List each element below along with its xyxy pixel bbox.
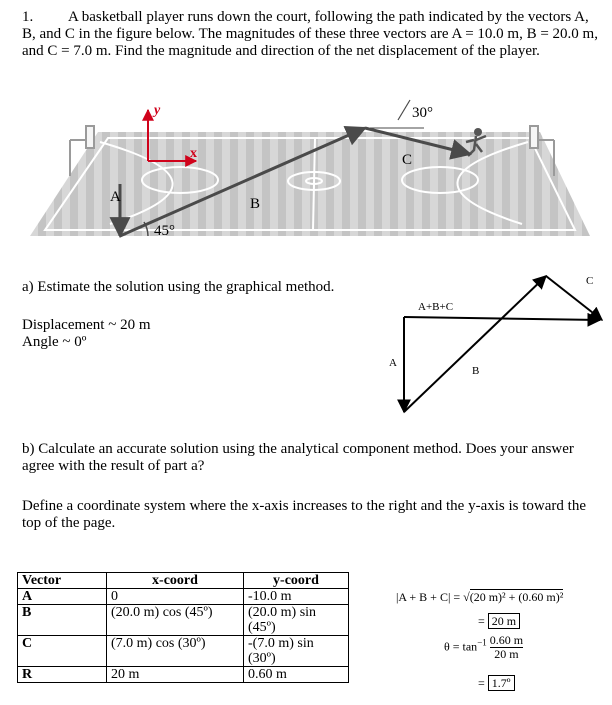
sqrt-icon: √ xyxy=(463,590,470,604)
table-header: x-coord xyxy=(107,573,244,589)
table-cell: C xyxy=(18,636,107,667)
component-table xyxy=(17,572,349,683)
sketch-label-a: A xyxy=(389,357,397,369)
magnitude-rhs: (20 m)² + (0.60 m)² xyxy=(469,590,564,604)
table-cell: 0.60 m xyxy=(244,667,349,683)
theta-numerator: 0.60 m xyxy=(489,633,524,647)
problem-number: 1. xyxy=(22,9,34,25)
solution-math: |A + B + C| = √(20 m)² + (0.60 m)² = 20 m $\theta = \tan^{-1}$ $\frac{0.60 m}{20 m}$ = 1.7º xyxy=(396,590,564,690)
table-cell: (7.0 m) cos (30º) xyxy=(107,636,244,667)
angle-45-label: 45° xyxy=(154,223,175,239)
sketch-vector-c xyxy=(546,276,602,320)
problem-text: A basketball player runs down the court, following the path indicated by the vectors A, B, and C in the figure below. The magnitudes of these three vectors are A = 10.0 m, B = 20.0 m, and C = 7.0 m. Find the magnitude and direction of the net displacement of the player. xyxy=(22,9,598,59)
table-cell: A xyxy=(18,589,107,605)
label-a: A xyxy=(110,189,121,205)
part-b-question: b) Calculate an accurate solution using the analytical component method. Does your answer agree with the result of part a? xyxy=(22,441,574,474)
angle-estimate: Angle ~ 0º xyxy=(22,334,87,350)
table-cell: (20.0 m) sin (45º) xyxy=(244,605,349,636)
theta-fraction xyxy=(490,634,523,661)
table-cell: 0 xyxy=(107,589,244,605)
magnitude-lhs: |A + B + C| = xyxy=(396,590,461,604)
table-row xyxy=(18,667,349,683)
sketch-label-b: B xyxy=(472,365,480,377)
table-cell: -10.0 m xyxy=(244,589,349,605)
table-row xyxy=(18,636,349,667)
table-cell: B xyxy=(18,605,107,636)
x-axis-label: x xyxy=(190,146,197,161)
angle-30-label: 30° xyxy=(412,105,433,121)
angle-30-line xyxy=(398,100,410,120)
y-axis-label: y xyxy=(154,103,161,118)
table-cell: (20.0 m) cos (45º) xyxy=(107,605,244,636)
label-c: C xyxy=(402,152,413,168)
magnitude-result: 20 m xyxy=(488,613,520,629)
label-b: B xyxy=(250,196,261,212)
court-figure xyxy=(30,96,590,256)
problem-statement xyxy=(22,9,602,60)
theta-lhs: θ = tan xyxy=(444,639,478,654)
table-header-row xyxy=(18,573,349,589)
part-a-question: a) Estimate the solution using the graphical method. xyxy=(22,279,335,295)
table-row xyxy=(18,605,349,636)
sketch-label-c: C xyxy=(586,275,594,287)
table-cell: -(7.0 m) sin (30º) xyxy=(244,636,349,667)
theta-result: 1.7º xyxy=(488,675,515,691)
theta-denominator: 20 m xyxy=(494,647,519,661)
table-cell: 20 m xyxy=(107,667,244,683)
table-header: Vector xyxy=(18,573,107,589)
displacement-estimate: Displacement ~ 20 m xyxy=(22,317,151,333)
coordinate-system-text: Define a coordinate system where the x-axis increases to the right and the y-axis is toward the top of the page. xyxy=(22,498,586,531)
sketch-vector-b xyxy=(404,276,546,412)
graphical-sketch xyxy=(380,262,612,422)
sketch-label-sum: A+B+C xyxy=(418,301,454,313)
table-cell: R xyxy=(18,667,107,683)
table-row xyxy=(18,589,349,605)
table-header: y-coord xyxy=(244,573,349,589)
